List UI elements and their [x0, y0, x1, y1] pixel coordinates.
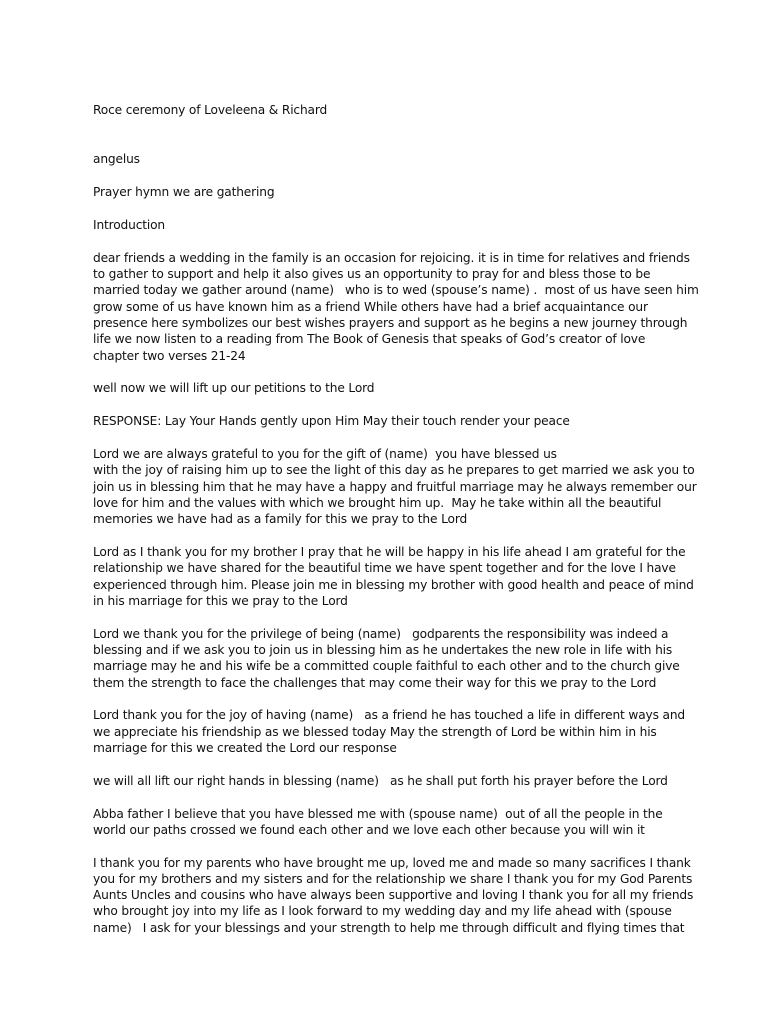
text-line: Introduction	[93, 217, 166, 232]
text-line: experienced through him. Please join me in blessing my brother with good health and peace of mind	[93, 577, 694, 592]
text-line: well now we will lift up our petitions to the Lord	[93, 381, 375, 396]
paragraph	[93, 855, 694, 936]
text-line: who brought joy into my life as I look forward to my wedding day and my life ahead with (spouse	[93, 904, 672, 919]
text-line: in his marriage for this we pray to the Lord	[93, 593, 348, 608]
text-line: Abba father I believe that you have blessed me with (spouse name) out of all the people in the	[93, 806, 663, 821]
text-line: chapter two verses 21-24	[93, 348, 246, 363]
text-line: Lord thank you for the joy of having (name) as a friend he has touched a life in different ways and	[93, 708, 686, 723]
paragraph	[93, 184, 683, 200]
paragraph	[93, 446, 697, 527]
paragraph	[93, 380, 683, 396]
paragraph	[93, 217, 683, 233]
text-line: marriage may he and his wife be a committed couple faithful to each other and to the church give	[93, 659, 680, 674]
paragraph	[93, 250, 699, 364]
paragraph	[93, 413, 683, 429]
text-line: we appreciate his friendship as we blessed today May the strength of Lord be within him in his	[93, 724, 657, 739]
text-line: world our paths crossed we found each other and we love each other because you will win it	[93, 822, 645, 837]
text-line: we will all lift our right hands in blessing (name) as he shall put forth his prayer before the Lord	[93, 773, 668, 788]
paragraph	[93, 544, 694, 609]
text-line: love for him and the values with which we brought him up. May he take within all the beautiful	[93, 495, 662, 510]
paragraph	[93, 151, 683, 167]
text-line: dear friends a wedding in the family is an occasion for rejoicing. it is in time for relatives and friends	[93, 250, 690, 265]
paragraph	[93, 806, 683, 839]
text-line: marriage for this we created the Lord our response	[93, 740, 397, 755]
text-line: memories we have had as a family for this we pray to the Lord	[93, 512, 468, 527]
text-line: I thank you for my parents who have brought me up, loved me and made so many sacrifices I thank	[93, 855, 691, 870]
text-line: relationship we have shared for the beautiful time we have spent together and for the love I have	[93, 561, 676, 576]
text-line: grow some of us have known him as a friend While others have had a brief acquaintance our	[93, 299, 648, 314]
text-line: join us in blessing him that he may have a happy and fruitful marriage may he always remember our	[93, 479, 697, 494]
paragraph	[93, 707, 686, 756]
text-line: Lord as I thank you for my brother I pray that he will be happy in his life ahead I am grateful for the	[93, 544, 686, 559]
text-line: with the joy of raising him up to see the light of this day as he prepares to get married we ask you to	[93, 463, 695, 478]
text-line: angelus	[93, 152, 140, 167]
text-line: Lord we are always grateful to you for the gift of (name) you have blessed us	[93, 446, 557, 461]
text-line: name) I ask for your blessings and your strength to help me through difficult and flying times that	[93, 920, 685, 935]
paragraph	[93, 626, 683, 691]
text-line: Aunts Uncles and cousins who have always been supportive and loving I thank you for all my friends	[93, 888, 694, 903]
text-line: RESPONSE: Lay Your Hands gently upon Him May their touch render your peace	[93, 414, 570, 429]
paragraph	[93, 773, 683, 789]
paragraph-list	[93, 151, 699, 936]
title-line: Roce ceremony of Loveleena & Richard	[93, 103, 328, 118]
text-line: them the strength to face the challenges that may come their way for this we pray to the Lord	[93, 675, 657, 690]
document-body	[93, 86, 699, 953]
text-line: married today we gather around (name) who is to wed (spouse’s name) . most of us have seen him	[93, 283, 699, 298]
text-line: Prayer hymn we are gathering	[93, 185, 275, 200]
text-line: to gather to support and help it also gives us an opportunity to pray for and bless those to be	[93, 267, 651, 282]
text-line: life we now listen to a reading from The Book of Genesis that speaks of God’s creator of love	[93, 332, 646, 347]
text-line: you for my brothers and my sisters and for the relationship we share I thank you for my God Parents	[93, 871, 693, 886]
text-line: Lord we thank you for the privilege of being (name) godparents the responsibility was indeed a	[93, 626, 669, 641]
text-line: presence here symbolizes our best wishes prayers and support as he begins a new journey through	[93, 315, 688, 330]
document-title	[93, 86, 683, 135]
text-line: blessing and if we ask you to join us in blessing him as he undertakes the new role in life with his	[93, 642, 673, 657]
